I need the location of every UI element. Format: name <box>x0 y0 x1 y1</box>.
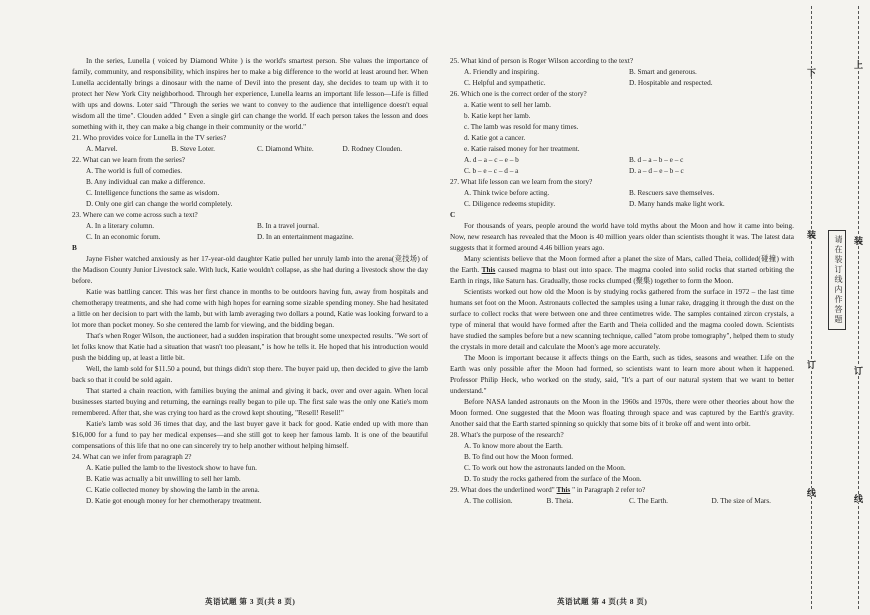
option: D. Rodney Clouden. <box>342 145 403 153</box>
option: D. Only one girl can change the world completely. <box>86 200 233 208</box>
passage-b-paragraph-3: That's when Roger Wilson, the auctioneer, had a sudden inspiration that brought some unexpected results. "We sort of let folks know that Katie had a situation that wasn't too pleasant," is how he tells it. He hoped that his introduction would push the bidding up, at least a little bit. <box>72 332 428 362</box>
question-23: 23. Where can we come across such a text? <box>72 211 198 219</box>
question-29: 29. What does the underlined word" This " in Paragraph 2 refer to? <box>450 486 646 494</box>
option: D. Hospitable and respected. <box>629 79 713 87</box>
question-25: 25. What kind of person is Roger Wilson according to the text? <box>450 57 634 65</box>
passage-b-paragraph-6: Katie's lamb was sold 36 times that day, and the last buyer gave it back for good. Katie ended up with more than $16,000 for a fund to pay her medical expenses—and she still got to keep her famous lamb. It is one of the beautiful compensations of this life that no one can sincerely try to help another without helping himself. <box>72 420 428 450</box>
option: C. Helpful and sympathetic. <box>464 79 546 87</box>
q25-options-row1 <box>450 67 794 78</box>
passage-c-paragraph-5: Before NASA landed astronauts on the Moon in the 1960s and 1970s, there were other theories about how the Moon formed. One suggested that the Moon was floating through space and was captured by the Earth's gravity. Another said that the Earth started spinning so quickly that some bits of it broke off and went into orbit. <box>450 398 794 428</box>
list-item: e. Katie raised money for her treatment. <box>464 145 580 153</box>
q26-options-row2 <box>450 166 794 177</box>
option: A. To know more about the Earth. <box>464 442 563 450</box>
option: A. Marvel. <box>86 145 118 153</box>
option: A. In a literary column. <box>86 222 155 230</box>
q27-options-row2 <box>450 199 794 210</box>
passage-b-paragraph-4: Well, the lamb sold for $11.50 a pound, but things didn't stop there. The buyer paid up, then decided to give the lamb back so that it could be sold again. <box>72 365 428 384</box>
q23-options-row2 <box>72 232 428 243</box>
q21-options <box>72 144 428 155</box>
question-21: 21. Who provides voice for Lunella in the TV series? <box>72 134 227 142</box>
binding-line <box>858 6 859 609</box>
option: B. Katie was actually a bit unwilling to sell her lamb. <box>86 475 241 483</box>
option: C. Diamond White. <box>257 145 314 153</box>
option: A. The collision. <box>464 497 513 505</box>
option: C. Katie collected money by showing the lamb in the arena. <box>86 486 260 494</box>
option: A. Think twice before acting. <box>464 189 550 197</box>
q29-options <box>450 496 794 507</box>
option: D. Many hands make light work. <box>629 200 725 208</box>
question-24: 24. What can we infer from paragraph 2? <box>72 453 192 461</box>
option: A. Friendly and inspiring. <box>464 68 540 76</box>
passage-c-paragraph-3: Scientists worked out how old the Moon is by studying rocks gathered from the surface in 1972 – the last time humans set foot on the Moon. Astronauts collected the samples using a lunar rake, dragging it through the dust on the surface to collect rocks that were between one and three centimetres wide. The samples contained zircon crystals, a type of mineral that would have formed after the Earth and Theia collided and the magma cooled down. Scientists have studied the samples before but a new scanning technique, called "atom probe tomography", helped them to study the crystals in more detail and calculate the Moon's age more accurately. <box>450 288 794 351</box>
option: D. To study the rocks gathered from the surface of the Moon. <box>464 475 642 483</box>
question-28: 28. What's the purpose of the research? <box>450 431 564 439</box>
question-27: 27. What life lesson can we learn from the story? <box>450 178 593 186</box>
option: B. Any individual can make a difference. <box>86 178 206 186</box>
option: C. Diligence redeems stupidity. <box>464 200 556 208</box>
binding-mark-line: 线 <box>806 488 816 497</box>
binding-mark-bottom: 下 <box>806 68 816 77</box>
list-item: b. Katie kept her lamb. <box>464 112 531 120</box>
passage-b-paragraph-5: That started a chain reaction, with families buying the animal and giving it back, over and over again. When local businesses started buying and returning, the earnings really began to pile up. The first sale was the only one Katie's mom remembered. After that, she was crying too hard as the crowd kept shouting, "Resell! Resell!" <box>72 387 428 417</box>
section-c-heading: C <box>450 211 456 219</box>
option: A. d – a – c – e – b <box>464 156 519 164</box>
option: D. a – d – e – b – c <box>629 167 684 175</box>
right-column <box>450 56 794 507</box>
passage-c-paragraph-1: For thousands of years, people around the world have told myths about the Moon and how it came into being. Now, new research has revealed that the Moon is 40 million years older than scientists thought it was. The latest data suggests that it formed around 4.46 billion years ago. <box>450 222 794 252</box>
list-item: a. Katie went to sell her lamb. <box>464 101 551 109</box>
option: C. To work out how the astronauts landed on the Moon. <box>464 464 626 472</box>
q23-options-row1 <box>72 221 428 232</box>
binding-mark-order: 订 <box>806 360 816 369</box>
question-26: 26. Which one is the correct order of the story? <box>450 90 587 98</box>
option: D. The size of Mars. <box>711 497 771 505</box>
q27-options-row1 <box>450 188 794 199</box>
passage-a-text: In the series, Lunella ( voiced by Diamond White ) is the world's smartest person. She values the importance of family, community, and responsibility, which inspires her to make a big difference to the world at least around her. When Lunella accidentally brings a dinosaur with the name of Devil into the present day, she decides to team up with it to protect her New York City neighborhood. Through her experience, Lunella learns an important life lesson—Life is filled with ups and downs. Loter said "Through the series we want to convey to the audience that intelligence doesn't equal wisdom all the time". Clouden added " Even a single girl can change the world. If each person takes the lesson and does something with it, they can make a big change in their community or the world." <box>72 57 428 131</box>
q25-options-row2 <box>450 78 794 89</box>
binding-mark-top: 上 <box>853 60 863 69</box>
q26-options-row1 <box>450 155 794 166</box>
option: B. To find out how the Moon formed. <box>464 453 574 461</box>
page-footer-left: 英语试题 第 3 页(共 8 页) <box>205 597 296 606</box>
list-item: d. Katie got a cancer. <box>464 134 526 142</box>
passage-c-paragraph-4: The Moon is important because it affects things on the Earth, such as tides, seasons and weather. Life on the Earth was only possible after the Moon had formed, so scientists want to learn more about when it happened. Professor Philip Heck, who worked on the study, said, "It's a part of our natural system that we want to better understand." <box>450 354 794 395</box>
question-22: 22. What can we learn from the series? <box>72 156 185 164</box>
binding-line <box>811 6 812 609</box>
binding-mark-bind: 装 <box>806 230 816 239</box>
option: D. Katie got enough money for her chemotherapy treatment. <box>86 497 262 505</box>
list-item: c. The lamb was resold for many times. <box>464 123 579 131</box>
option: C. b – e – c – d – a <box>464 167 519 175</box>
option: C. The Earth. <box>629 497 668 505</box>
binding-margin <box>800 0 870 615</box>
option: B. In a travel journal. <box>257 222 320 230</box>
binding-mark-bind: 装 <box>853 236 863 245</box>
option: B. Smart and generous. <box>629 68 697 76</box>
section-b-heading: B <box>72 244 77 252</box>
passage-b-paragraph-1: Jayne Fisher watched anxiously as her 17-year-old daughter Katie pulled her unruly lamb into the arena(竞技场) of the Madison County Junior Livestock sale. With luck, Katie wouldn't collapse, as she had during a livestock show the day before. <box>72 255 428 285</box>
option: B. Theia. <box>546 497 574 505</box>
passage-b-paragraph-2: Katie was battling cancer. This was her first chance in months to be outdoors having fun, away from hospitals and chemotherapy treatments, and she had come with high hopes for earning some sizable spending money. She had hesitated a little on her decision to part with the lamb, but with lamb averaging two dollars a pound, Katie was looking forward to a lot more than pocket money. So she centered the lamb for viewing, and the bidding began. <box>72 288 428 329</box>
option: C. Intelligence functions the same as wisdom. <box>86 189 220 197</box>
option: A. Katie pulled the lamb to the livestock show to have fun. <box>86 464 257 472</box>
option: C. In an economic forum. <box>86 233 161 241</box>
left-column <box>72 56 428 507</box>
option: B. Rescuers save themselves. <box>629 189 715 197</box>
binding-note: 请在装订线内作答题 <box>828 230 846 330</box>
binding-mark-line: 线 <box>853 494 863 503</box>
binding-mark-order: 订 <box>853 366 863 375</box>
option: A. The world is full of comedies. <box>86 167 183 175</box>
page-footer-right: 英语试题 第 4 页(共 8 页) <box>557 597 648 606</box>
option: D. In an entertainment magazine. <box>257 233 354 241</box>
option: B. Steve Loter. <box>171 145 215 153</box>
option: B. d – a – b – e – c <box>629 156 684 164</box>
passage-c-paragraph-2: Many scientists believe that the Moon formed after a planet the size of Mars, called Theia, collided(碰撞) with the Earth. This caused magma to blast out into space. The magma cooled into solid rocks that started orbiting the Earth in rings, like Saturn has. Gradually, those rocks clumped (聚集) together to form the Moon. <box>450 255 795 285</box>
